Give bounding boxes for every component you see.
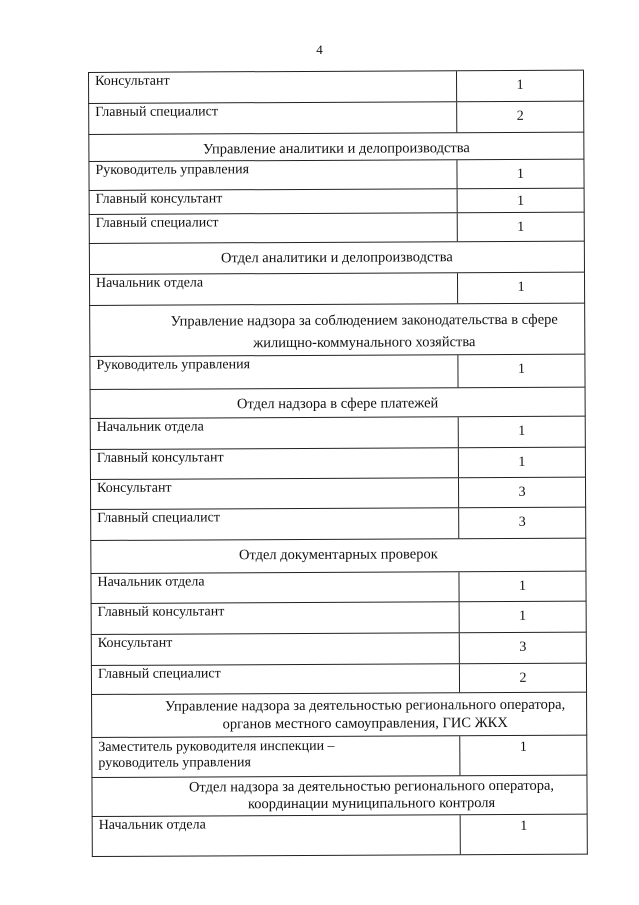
position-cell: Начальник отдела bbox=[93, 815, 461, 856]
table-row bbox=[90, 572, 586, 604]
count-cell: 1 bbox=[517, 361, 525, 377]
table-row bbox=[89, 355, 585, 390]
position-cell: Руководитель управления bbox=[89, 160, 457, 190]
section-heading-row: Отдел надзора в сфере платежей bbox=[90, 388, 586, 419]
count-cell: 1 bbox=[516, 77, 524, 93]
count-cell: 3 bbox=[518, 514, 526, 530]
section-heading-row: Отдел документарных проверок bbox=[90, 539, 586, 574]
count-cell: 1 bbox=[518, 423, 526, 439]
section-heading-row: Управление аналитики и делопроизводства bbox=[88, 133, 584, 162]
staffing-table bbox=[88, 70, 588, 857]
position-cell: Главный специалист bbox=[90, 213, 458, 243]
count-cell: 1 bbox=[518, 578, 527, 594]
page-number: 4 bbox=[316, 42, 323, 57]
position-cell: Консультант bbox=[92, 633, 460, 665]
count-cell: 1 bbox=[518, 454, 526, 470]
count-cell: 1 bbox=[517, 193, 525, 209]
position-cell: Начальник отдела bbox=[91, 572, 459, 603]
count-cell: 1 bbox=[517, 219, 525, 235]
table-row bbox=[88, 160, 584, 191]
table-row bbox=[89, 189, 585, 215]
position-cell: Главный консультант bbox=[92, 602, 460, 634]
table-row bbox=[91, 633, 587, 666]
count-cell: 1 bbox=[516, 166, 525, 182]
count-cell: 2 bbox=[519, 670, 527, 686]
table-row bbox=[89, 273, 585, 306]
table-row bbox=[91, 602, 587, 635]
table-row bbox=[92, 815, 588, 857]
count-cell: 1 bbox=[517, 279, 525, 295]
position-cell: Консультант bbox=[89, 71, 457, 103]
count-cell: 1 bbox=[520, 818, 528, 834]
count-cell: 1 bbox=[519, 608, 527, 624]
count-cell: 1 bbox=[519, 739, 527, 755]
count-cell: 3 bbox=[518, 484, 526, 500]
section-heading-row: Отдел надзора за деятельностью регионального оператора, координации муниципального контроля bbox=[91, 776, 587, 817]
table-row bbox=[90, 448, 586, 480]
position-cell: Главный специалист bbox=[92, 664, 460, 694]
position-cell: Заместитель руководителя инспекции – руководитель управления bbox=[92, 736, 460, 777]
count-cell: 3 bbox=[519, 639, 527, 655]
section-heading-row: Управление надзора за деятельностью регионального оператора, органов местного самоуправления, ГИС ЖКХ bbox=[91, 693, 587, 738]
table-row bbox=[91, 664, 587, 695]
table-row bbox=[90, 478, 586, 510]
position-cell: Начальник отдела bbox=[90, 273, 458, 305]
position-cell: Начальник отдела bbox=[91, 417, 459, 449]
position-cell: Консультант bbox=[91, 478, 459, 509]
position-cell: Главный консультант bbox=[91, 448, 459, 479]
count-cell: 2 bbox=[516, 108, 524, 124]
table-row bbox=[88, 71, 584, 104]
position-cell: Главный специалист bbox=[91, 508, 459, 540]
table-row bbox=[88, 102, 584, 135]
table-row bbox=[90, 508, 586, 541]
position-cell: Главный консультант bbox=[90, 189, 458, 214]
section-heading-row: Управление надзора за соблюдением законодательства в сфере жилищно-коммунального хозяйства bbox=[89, 304, 585, 357]
table-row bbox=[89, 213, 585, 244]
section-heading-row: Отдел аналитики и делопроизводства bbox=[89, 242, 585, 275]
position-cell: Главный специалист bbox=[89, 102, 457, 134]
table-row bbox=[90, 417, 586, 450]
position-cell: Руководитель управления bbox=[90, 355, 458, 389]
table-row bbox=[91, 736, 587, 778]
